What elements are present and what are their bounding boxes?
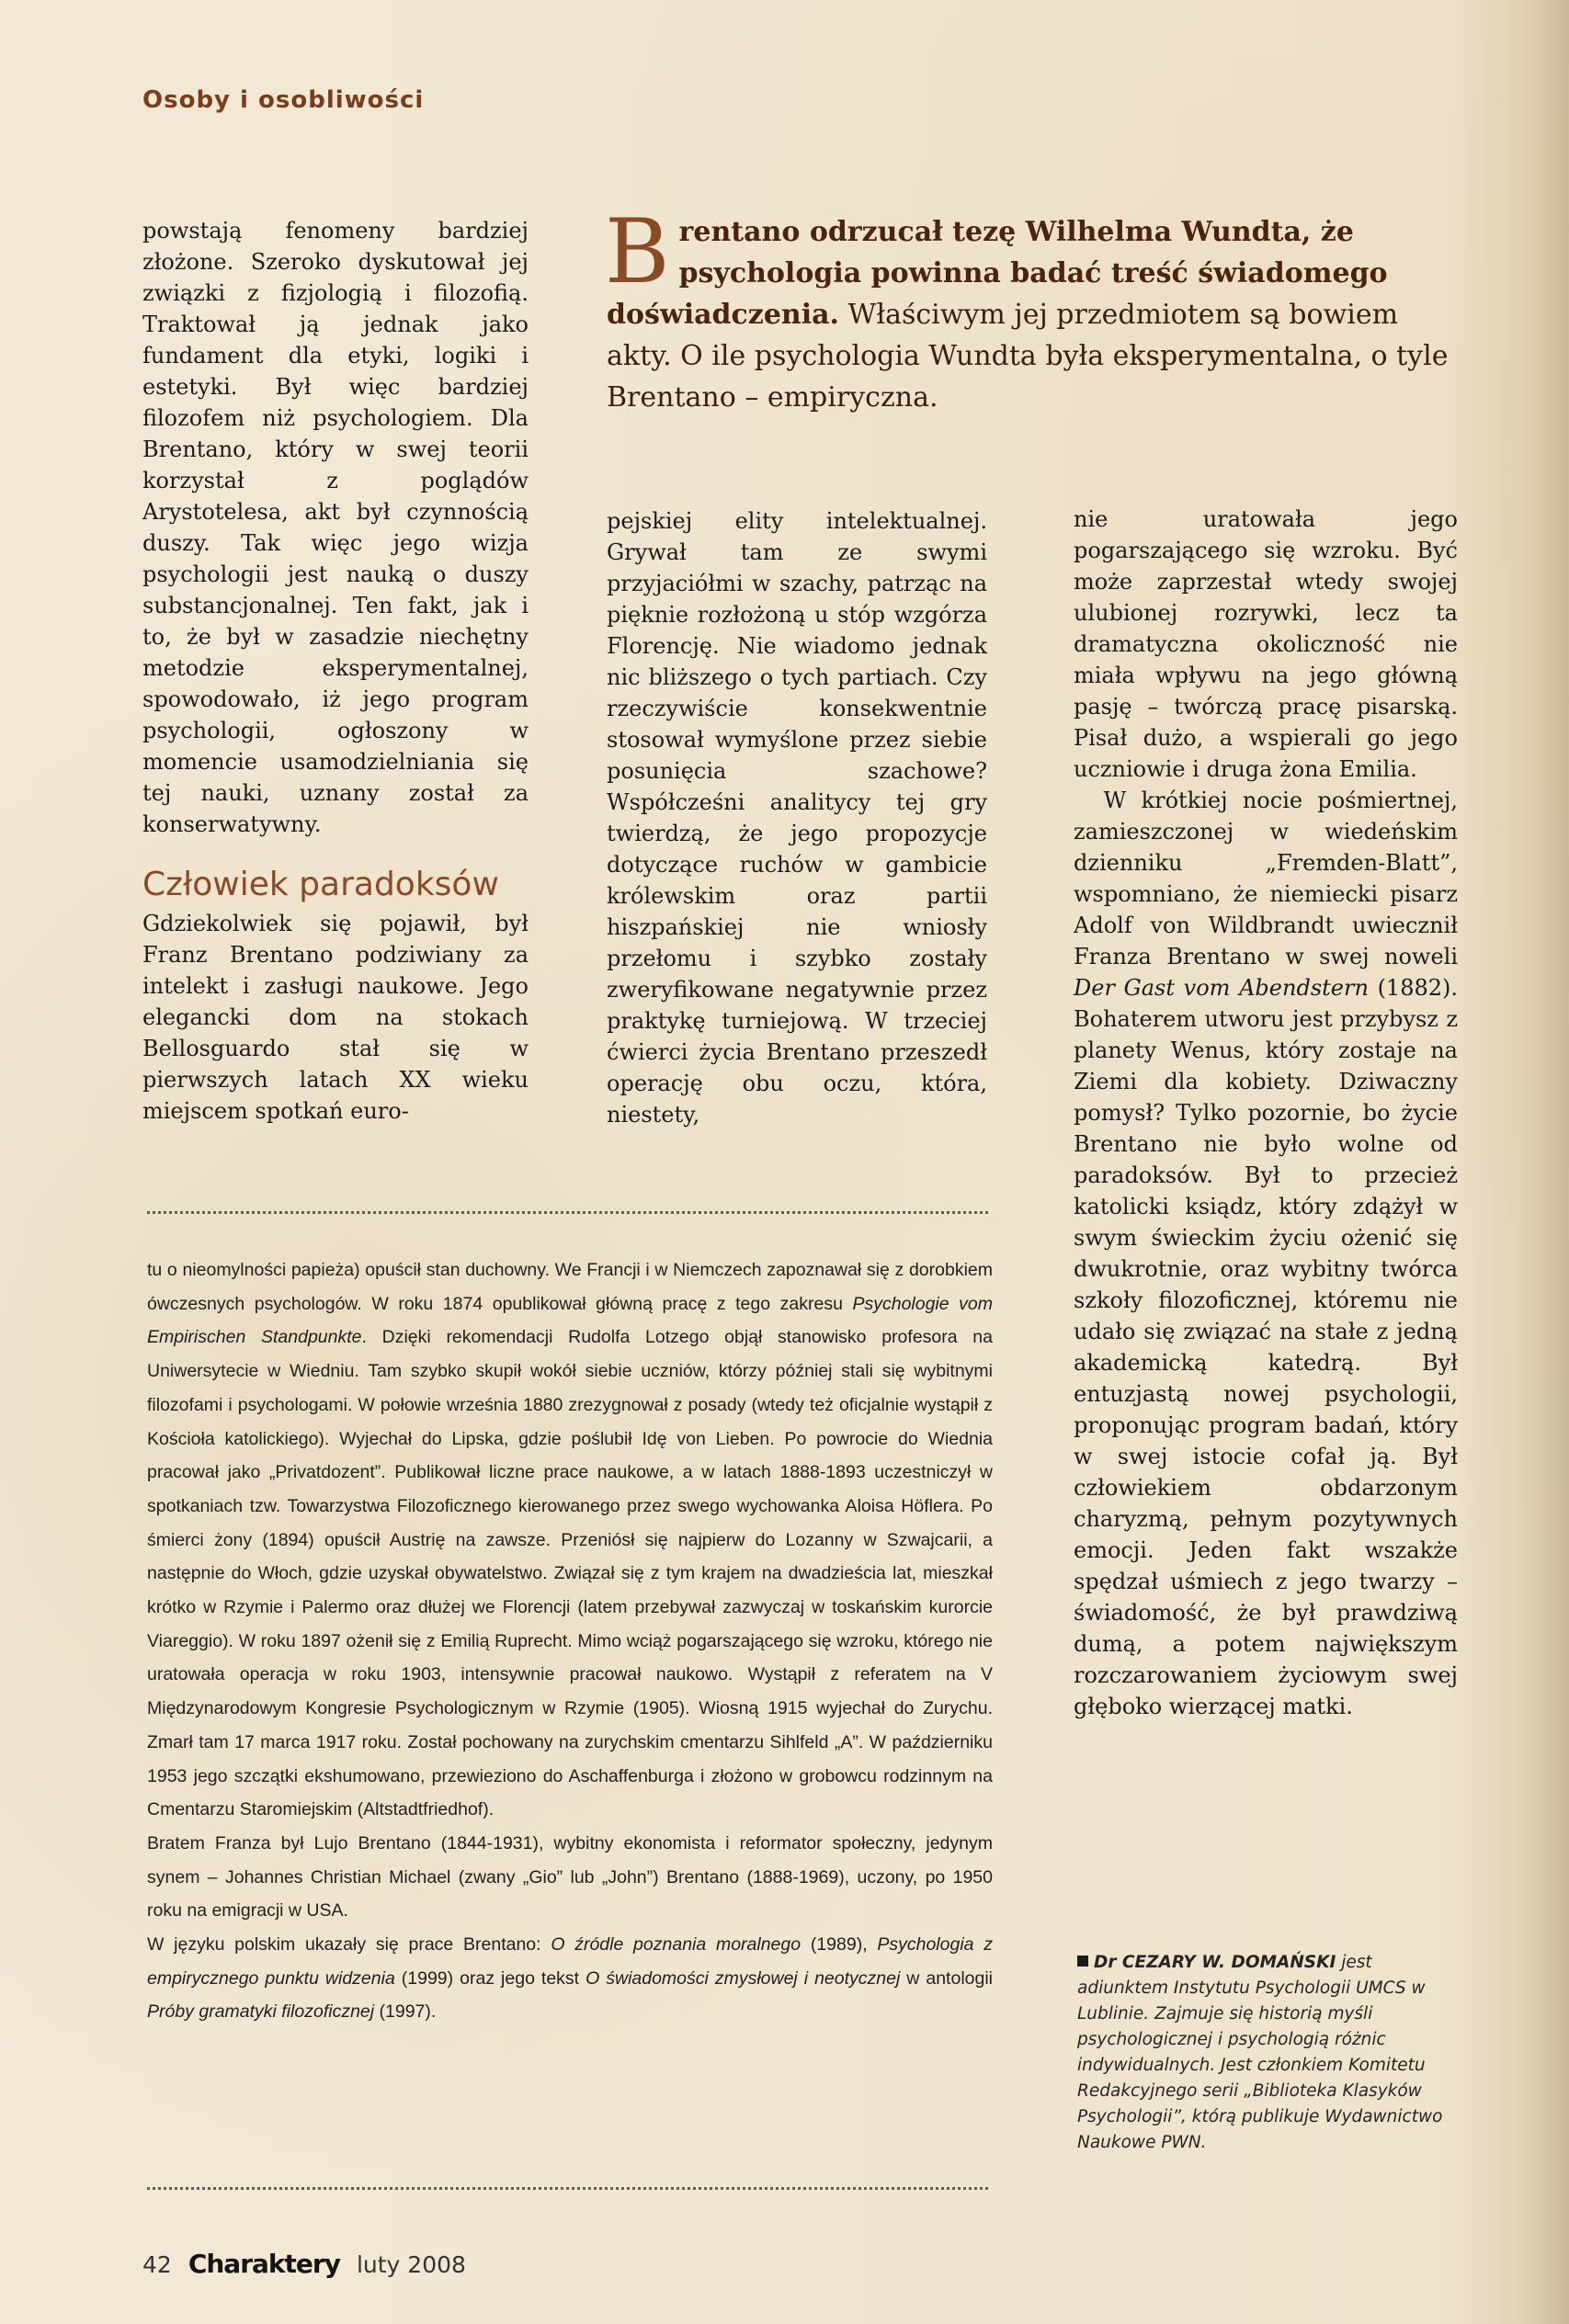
col3-paragraph-1: nie uratowała jego pogarszającego się wzroku. Być może zaprzestał wtedy swojej ulubionej rozrywki, lecz ta dramatyczna okoliczność nie miała wpływu na jego główną pasję – twórczą pracę pisarską. Pisał dużo, a wspierali go jego uczniowie i druga żona Emilia. <box>1074 506 1458 782</box>
bio-p3-a: W języku polskim ukazały się prace Brentano: <box>147 1934 551 1956</box>
square-bullet-icon <box>1077 1956 1088 1967</box>
column-3 <box>1074 504 1458 1722</box>
bio-p3-title-3: O świadomości zmysłowej i neotycznej <box>586 1967 901 1989</box>
col3-p2-part-b: (1882). Bohaterem utworu jest przybysz z planety Wenus, który zostaje na Ziemi dla kobiety. Dziwaczny pomysł? Tylko pozornie, bo życie Brentano nie było wolne od paradoksów. Był to przecież katolicki ksiądz, który zdążył w swym świeckim życiu ożenić się dwukrotnie, oraz wybitny twórca szkoły filozoficznej, któremu nie udało się związać na stałe z jedną akademicką katedrą. Był entuzjastą nowej psychologii, proponując program badań, który w swej istocie cofał ją. Był człowiekiem obdarzonym charyzmą, pełnym pozytywnych emocji. Jeden fakt wszakże spędzał uśmiech z jego twarzy – świadomość, że był prawdziwą dumą, a potem największym rozczarowaniem życiowym swej głęboko wierzącej matki. <box>1074 975 1458 1719</box>
col2-paragraph-1: pejskiej elity intelektualnej. Grywał tam ze swymi przyjaciółmi w szachy, patrząc na pięknie rozłożoną u stóp wzgórza Florencję. Nie wiadomo jednak nic bliższego o tych partiach. Czy rzeczywiście konsekwentnie stosował wymyślone przez siebie posunięcia szachowe? Współcześni analitycy tej gry twierdzą, że jego propozycje dotyczące ruchów w gambicie królewskim oraz partii hiszpańskiej nie wniosły przełomu i szybko zostały zweryfikowane negatywnie przez praktykę turniejową. W trzeciej ćwierci życia Brentano przeszedł operację obu oczu, która, niestety, <box>607 508 987 1128</box>
drop-cap: B <box>605 200 670 303</box>
author-name: Dr CEZARY W. DOMAŃSKI <box>1094 1953 1336 1972</box>
page-number: 42 <box>142 2251 172 2278</box>
bio-p3-title-2: Psychologia z empirycznego punktu widzenia <box>147 1934 993 1989</box>
magazine-logo: Charaktery <box>188 2249 340 2279</box>
pull-quote-bold: rentano odrzucał tezę Wilhelma Wundta, że psychologia powinna badać treść świadomego doświadczenia. <box>607 216 1388 331</box>
bio-p3-b: (1989), <box>801 1934 878 1956</box>
issue-date: luty 2008 <box>356 2251 466 2278</box>
bio-paragraph-2: Bratem Franza był Lujo Brentano (1844-1931), wybitny ekonomista i reformator społeczny, jedynym synem – Johannes Christian Michael (zwany „Gio” lub „John”) Brentano (1888-1969), uczony, po 1950 roku na emigracji w USA. <box>147 1832 993 1922</box>
dotted-divider-top <box>147 1211 988 1214</box>
section-label: Osoby i osobliwości <box>142 86 425 114</box>
pull-quote-rest: Właściwym jej przedmiotem są bowiem akty. O ile psychologia Wundta była eksperymentalna, o tyle Brentano – empiryczna. <box>607 299 1449 414</box>
bio-p3-d: w antologii <box>900 1967 994 1989</box>
bio-p1-part-a: tu o nieomylności papieża) opuścił stan duchowny. We Francji i w Niemczech zapoznawał się z dorobkiem ówczesnych psychologów. W roku 1874 opublikował główną pracę z tego zakresu <box>147 1260 993 1314</box>
bio-p3-title-1: O źródle poznania moralnego <box>551 1934 802 1956</box>
col1-paragraph-1: powstają fenomeny bardziej złożone. Szeroko dyskutował jej związki z fizjologią i filozofią. Traktował ją jednak jako fundament dla etyki, logiki i estetyki. Był więc bardziej filozofem niż psychologiem. Dla Brentano, który w swej teorii korzystał z poglądów Arystotelesa, akt był czynnością duszy. Tak więc jego wizja psychologii jest nauką o duszy substancjonalnej. Ten fakt, jak i to, że był w zasadzie niechętny metodzie eksperymentalnej, spowodowało, iż jego program psychologii, ogłoszony w momencie usamodzielniania się tej nauki, uznany został za konserwatywny. <box>142 218 529 837</box>
bio-work-title: Psychologie vom Empirischen Standpunkte <box>147 1293 993 1348</box>
bio-p3-title-4: Próby gramatyki filozoficznej <box>147 2001 375 2023</box>
column-2 <box>607 505 987 1130</box>
dotted-divider-bottom <box>147 2187 988 2190</box>
pull-quote <box>605 200 1452 418</box>
col3-novel-title: Der Gast vom Abendstern <box>1074 975 1369 1001</box>
biography-box <box>147 1253 993 2029</box>
column-1 <box>142 215 529 1127</box>
page-footer <box>142 2249 466 2279</box>
author-description: jest adiunktem Instytutu Psychologii UMCS w Lublinie. Zajmuje się historią myśli psychologicznej i psychologią różnic indywidualnych. Jest członkiem Komitetu Redakcyjnego serii „Biblioteka Klasyków Psychologii”, którą publikuje Wydawnictwo Naukowe PWN. <box>1077 1953 1443 2152</box>
bio-p1-part-b: . Dzięki rekomendacji Rudolfa Lotzego objął stanowisko profesora na Uniwersytecie w Wiedniu. Tam szybko skupił wokół siebie uczniów, którzy później stali się wybitnymi filozofami i psychologami. W połowie września 1880 zrezygnował z posady (wtedy też oficjalnie wystąpił z Kościoła katolickiego). Wyjechał do Lipska, gdzie poślubił Idę von Lieben. Po powrocie do Wiednia pracował jako „Privatdozent”. Publikował liczne prace naukowe, a w latach 1888-1893 uczestniczył w spotkaniach tzw. Towarzystwa Filozoficznego kierowanego przez swego wychowanka Aloisa Höflera. Po śmierci żony (1894) opuścił Austrię na zawsze. Przeniósł się najpierw do Lozanny w Szwajcarii, a następnie do Włoch, gdzie uzyskał obywatelstwo. Związał się z tym krajem na dwadzieścia lat, mieszkał krótko w Rzymie i Palermo oraz dłużej we Florencji (latem przebywał zazwyczaj w toskańskim kurorcie Viareggio). W roku 1897 ożenił się z Emilią Ruprecht. Mimo wciąż pogarszającego się wzroku, którego nie uratowała operacja w roku 1903, intensywnie pracował naukowo. Wystąpił z referatem na V Międzynarodowym Kongresie Psychologicznym w Rzymie (1905). Wiosną 1915 wyjechał do Zurychu. Zmarł tam 17 marca 1917 roku. Został pochowany na zurychskim cmentarzu Sihlfeld „A”. W październiku 1953 jego szczątki ekshumowano, przewieziono do Aschaffenburga i złożono w grobowcu rodzinnym na Cmentarzu Staromiejskim (Altstadtfriedhof). <box>147 1327 993 1820</box>
col1-paragraph-2: Gdziekolwiek się pojawił, był Franz Brentano podziwiany za intelekt i zasługi naukowe. Jego elegancki dom na stokach Bellosguardo stał się w pierwszych latach XX wieku miejscem spotkań euro- <box>142 911 529 1124</box>
bio-p3-c: (1999) oraz jego tekst <box>394 1967 586 1989</box>
subheading-czlowiek-paradoksow: Człowiek paradoksów <box>142 866 499 903</box>
bio-paragraph-3 <box>147 1928 993 2029</box>
author-note <box>1077 1950 1463 2156</box>
bio-paragraph-1 <box>147 1253 993 1827</box>
col3-p2-part-a: W krótkiej nocie pośmiertnej, zamieszczonej w wiedeńskim dzienniku „Fremden-Blatt”, wspomniano, że niemiecki pisarz Adolf von Wildbrandt uwiecznił Franza Brentano w swej noweli <box>1074 788 1458 969</box>
bio-p3-e: (1997). <box>374 2001 437 2023</box>
col3-paragraph-2 <box>1074 785 1458 1722</box>
